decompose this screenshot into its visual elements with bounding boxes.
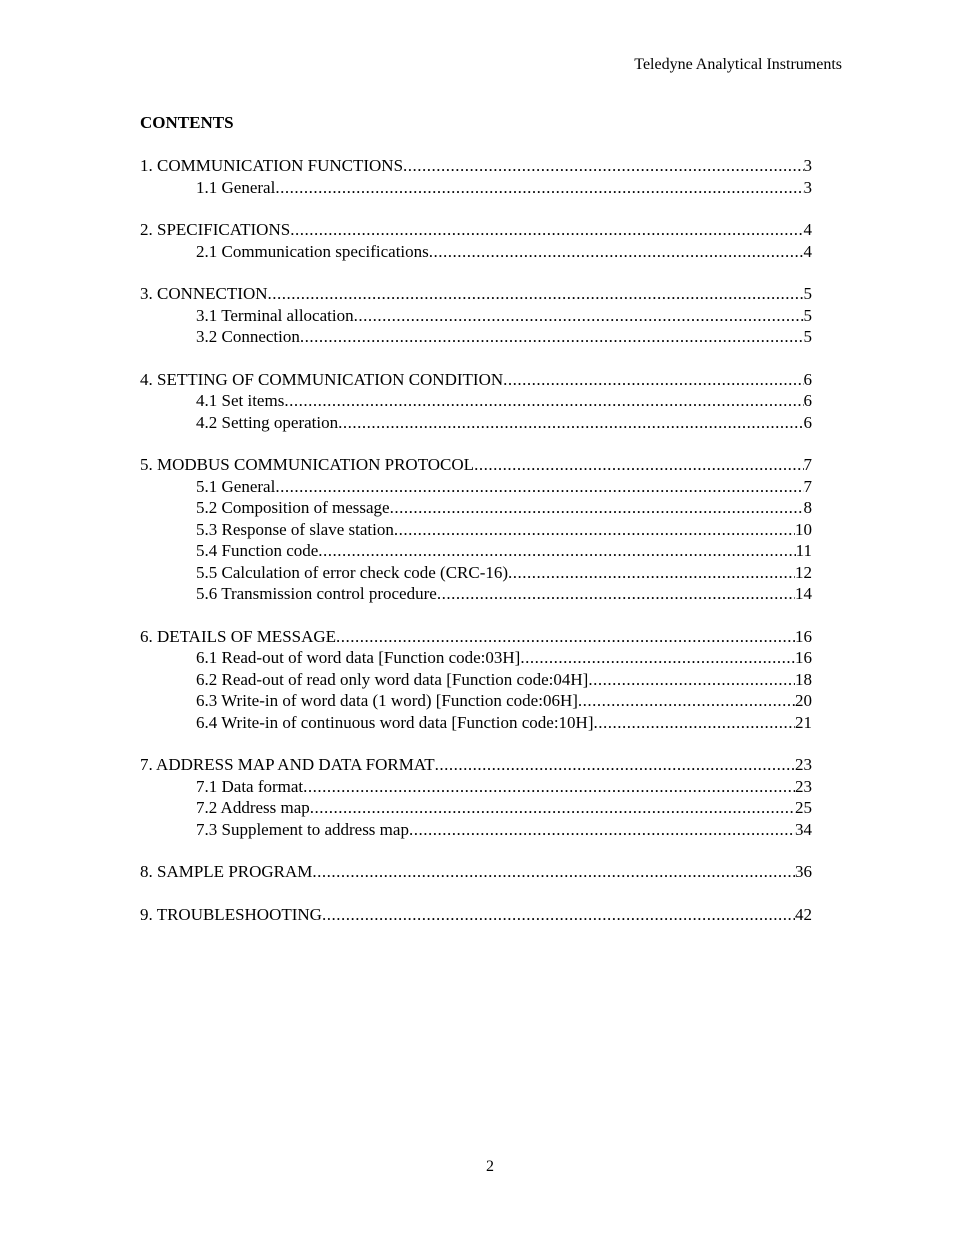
toc-leader-dots [268,283,804,305]
toc-entry-page: 11 [795,541,812,560]
toc-subentry [140,326,812,348]
toc-entry-title: 7. ADDRESS MAP AND DATA FORMAT [140,755,435,774]
toc-leader-dots [275,177,803,199]
toc-leader-dots [354,305,804,327]
toc-entry-page: 4 [803,220,812,239]
toc-entry-page: 16 [795,626,812,646]
toc-section [140,754,812,840]
toc-section [140,369,812,434]
toc-entry-title: 7.2 Address map [196,798,310,817]
contents-title: CONTENTS [140,113,234,132]
toc-entry [140,904,812,926]
toc-subentry [140,797,812,819]
toc-entry-page: 7 [803,476,812,496]
toc-subentry [140,776,812,798]
toc-leader-dots [508,562,795,584]
toc-entry-page: 16 [795,648,812,667]
toc-entry-title: 7.3 Supplement to address map [196,819,409,839]
toc-entry-title: 7.1 Data format [196,776,304,796]
toc-entry-page: 20 [795,691,812,710]
toc-entry-page: 18 [795,669,812,689]
toc-entry-title: 6.2 Read-out of read only word data [Function code:04H] [196,669,589,689]
toc-entry-page: 12 [795,562,812,582]
toc-subentry [140,669,812,691]
toc-entry [140,626,812,648]
toc-entry-page: 6 [803,412,812,432]
toc-entry-page: 14 [795,584,812,603]
toc-entry-page: 10 [795,519,812,539]
toc-entry [140,369,812,391]
toc-entry-page: 25 [795,798,812,817]
toc-entry-title: 5.1 General [196,476,276,496]
toc-leader-dots [520,647,795,669]
toc-entry-page: 8 [803,498,812,517]
toc-subentry [140,177,812,199]
toc-subentry [140,497,812,519]
toc-entry-page: 34 [795,819,812,839]
toc-entry [140,754,812,776]
toc-leader-dots [394,519,795,541]
toc-entry-title: 6.3 Write-in of word data (1 word) [Function code:06H] [196,691,578,710]
toc-entry [140,861,812,883]
toc-entry [140,454,812,476]
toc-entry-page: 3 [803,156,812,175]
toc-entry-title: 5.4 Function code [196,541,319,560]
toc-leader-dots [588,669,795,691]
toc-entry-title: 5.2 Composition of message [196,498,390,517]
toc-leader-dots [403,155,803,177]
toc-leader-dots [310,797,795,819]
toc-entry-title: 8. SAMPLE PROGRAM [140,862,313,881]
toc-section [140,861,812,883]
toc-entry-title: 3.1 Terminal allocation [196,305,354,325]
toc-entry-page: 36 [795,862,812,881]
toc-entry-title: 5.3 Response of slave station [196,519,394,539]
toc-entry [140,219,812,241]
toc-entry-title: 6. DETAILS OF MESSAGE [140,626,337,646]
toc-leader-dots [390,497,804,519]
toc-entry-title: 1.1 General [196,177,276,197]
toc-leader-dots [284,390,803,412]
toc-subentry [140,305,812,327]
toc-entry [140,283,812,305]
toc-entry-page: 5 [803,284,812,303]
toc-entry-title: 6.4 Write-in of continuous word data [Function code:10H] [196,712,594,732]
toc-subentry [140,390,812,412]
page-number: 2 [486,1158,494,1175]
toc-subentry [140,583,812,605]
toc-subentry [140,412,812,434]
toc-entry-title: 5.6 Transmission control procedure [196,584,437,603]
toc-leader-dots [578,690,795,712]
toc-leader-dots [503,369,803,391]
toc-subentry [140,476,812,498]
toc-leader-dots [290,219,803,241]
table-of-contents [140,155,812,946]
toc-section [140,904,812,926]
toc-section [140,454,812,605]
toc-entry-page: 5 [803,327,812,346]
toc-entry-title: 6.1 Read-out of word data [Function code:03H] [196,648,521,667]
toc-entry-title: 4.1 Set items [196,391,285,410]
toc-entry-page: 6 [803,369,812,389]
toc-entry-page: 6 [803,391,812,410]
toc-leader-dots [474,454,803,476]
toc-subentry [140,690,812,712]
toc-entry-title: 4. SETTING OF COMMUNICATION CONDITION [140,369,504,389]
toc-subentry [140,647,812,669]
toc-entry-page: 23 [795,776,812,796]
toc-entry-page: 7 [803,455,812,474]
toc-leader-dots [318,540,795,562]
toc-subentry [140,712,812,734]
toc-subentry [140,819,812,841]
toc-entry-page: 23 [795,755,812,774]
toc-entry-title: 2. SPECIFICATIONS [140,220,291,239]
toc-entry [140,155,812,177]
toc-section [140,155,812,198]
toc-entry-title: 9. TROUBLESHOOTING [140,904,322,924]
toc-entry-title: 5. MODBUS COMMUNICATION PROTOCOL [140,455,475,474]
toc-leader-dots [275,476,803,498]
toc-entry-page: 21 [795,712,812,732]
toc-leader-dots [336,626,795,648]
toc-entry-page: 3 [803,177,812,197]
toc-leader-dots [300,326,804,348]
toc-subentry [140,562,812,584]
toc-entry-title: 3. CONNECTION [140,284,268,303]
toc-entry-page: 42 [795,904,812,924]
toc-entry-title: 3.2 Connection [196,327,300,346]
toc-subentry [140,540,812,562]
toc-leader-dots [435,754,795,776]
toc-section [140,219,812,262]
toc-entry-title: 5.5 Calculation of error check code (CRC-16) [196,562,509,582]
toc-section [140,283,812,348]
toc-leader-dots [429,241,804,263]
toc-entry-page: 5 [803,305,812,325]
toc-leader-dots [303,776,795,798]
toc-entry-page: 4 [803,241,812,261]
toc-subentry [140,241,812,263]
toc-leader-dots [312,861,795,883]
toc-leader-dots [593,712,795,734]
toc-entry-title: 4.2 Setting operation [196,412,339,432]
toc-leader-dots [437,583,795,605]
toc-entry-title: 2.1 Communication specifications [196,241,429,261]
toc-leader-dots [409,819,795,841]
toc-entry-title: 1. COMMUNICATION FUNCTIONS [140,156,404,175]
toc-section [140,626,812,734]
toc-leader-dots [338,412,803,434]
page-header: Teledyne Analytical Instruments [634,56,842,73]
toc-subentry [140,519,812,541]
toc-leader-dots [322,904,795,926]
